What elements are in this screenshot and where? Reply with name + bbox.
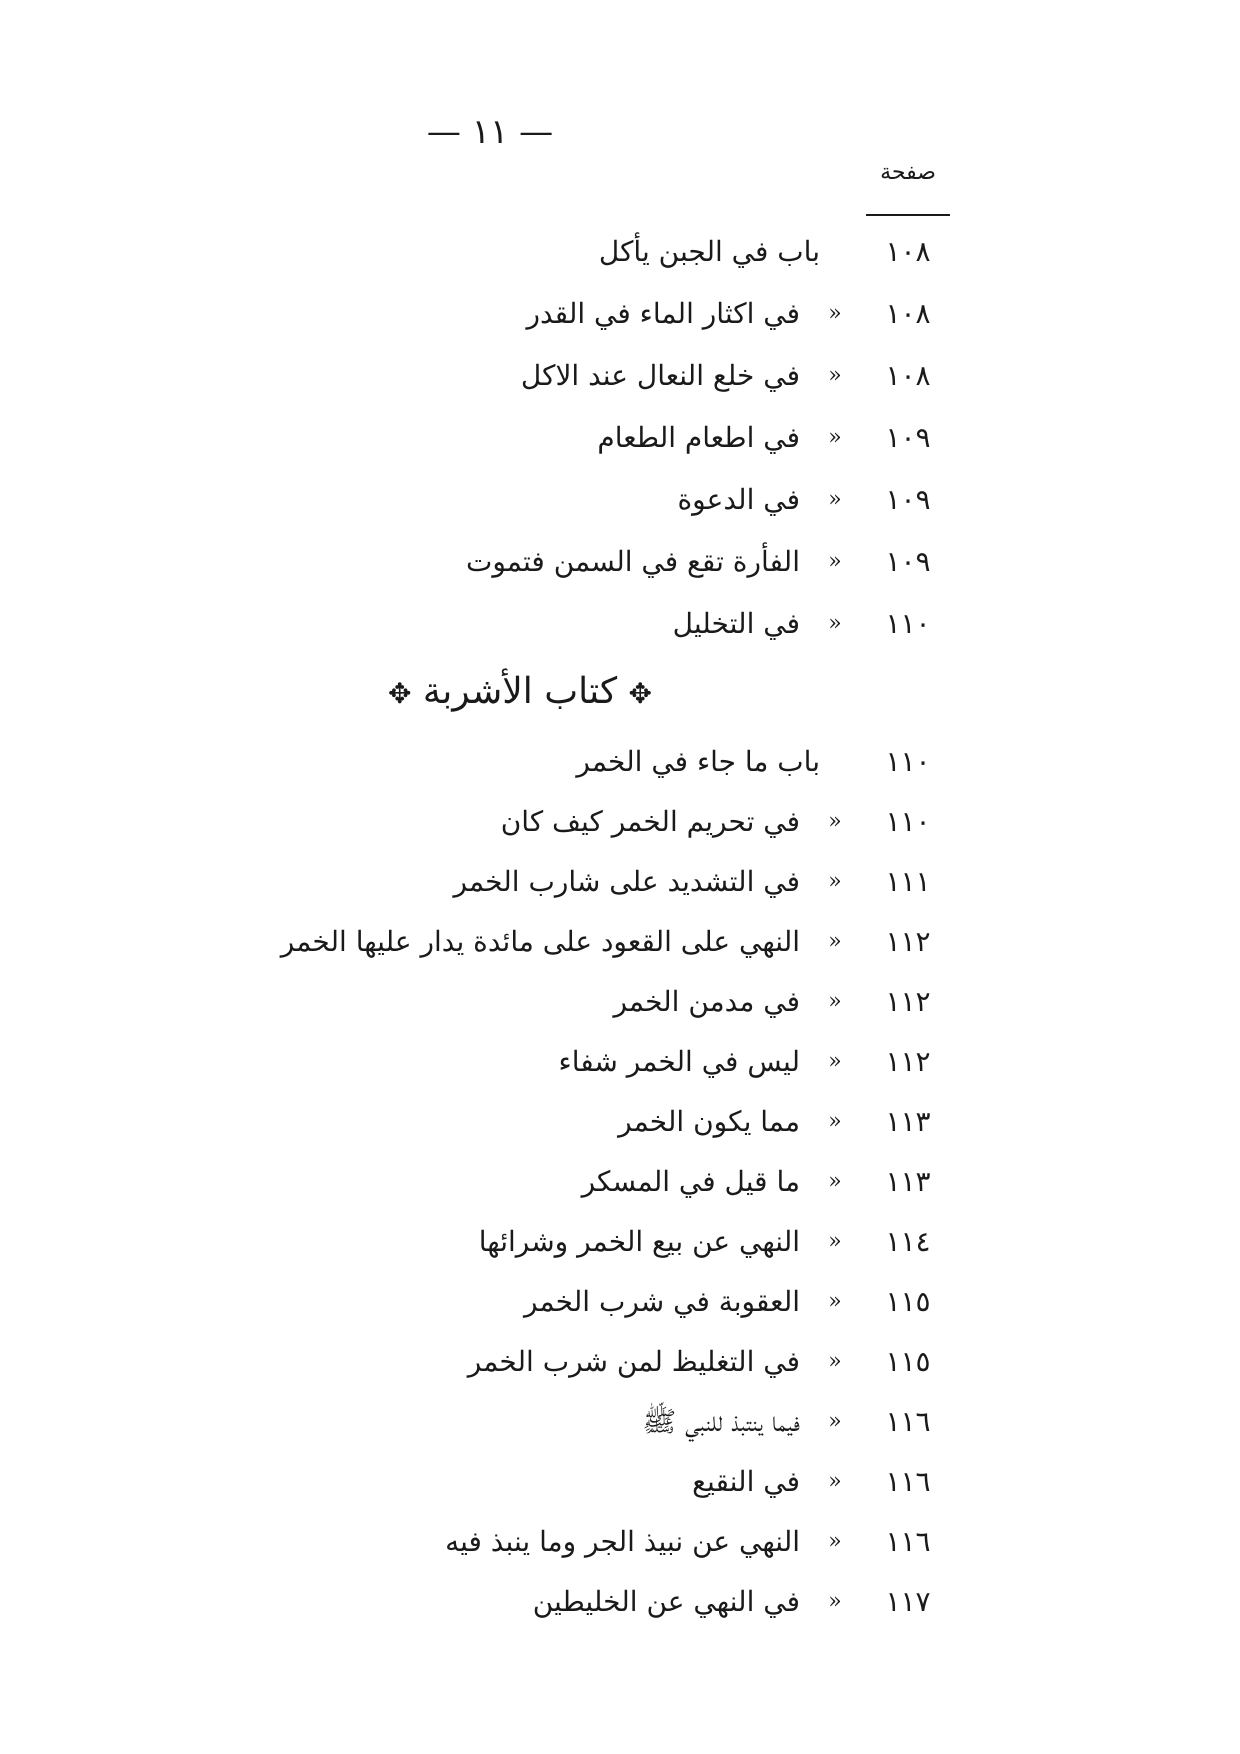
index-entry [260,1274,950,1330]
entry-title: في خلع النعال عند الاكل [520,359,800,392]
entry-page-number: ١١٤ [885,1225,931,1258]
entry-title: في التخليل [672,607,800,640]
entry-title: في الدعوة [677,483,800,516]
entry-title: النهي على القعود على مائدة يدار عليها الخمر [280,925,800,958]
index-entry [260,1094,950,1150]
index-entry [260,854,950,910]
index-entry [260,1334,950,1390]
ditto-mark: » [828,1049,842,1074]
entry-page-number: ١٠٩ [885,421,931,454]
index-entry [260,1454,950,1510]
index-entry [260,472,950,528]
index-entry [260,1214,950,1270]
entry-title: الفأرة تقع في السمن فتموت [465,545,800,578]
index-entry [260,1574,950,1630]
index-entry [260,1154,950,1210]
index-entry [260,1514,950,1570]
column-label-underline [866,214,950,216]
entry-page-number: ١١٣ [885,1165,931,1198]
index-entry [260,794,950,850]
ditto-mark: » [828,363,842,388]
entry-title: ما قيل في المسكر [581,1165,800,1198]
entry-title: في التشديد على شارب الخمر [453,865,800,898]
entry-title: العقوبة في شرب الخمر [524,1285,800,1318]
entry-page-number: ١١٠ [885,607,931,640]
entry-page-number: ١١٣ [885,1105,931,1138]
ditto-mark: » [828,301,842,326]
index-entry [260,534,950,590]
entry-page-number: ١١٢ [885,985,931,1018]
index-entry [260,1394,950,1450]
entry-page-number: ١١٦ [885,1525,931,1558]
index-entry [260,286,950,342]
ornament-right-icon: ✥ [628,677,653,710]
entry-title: فيما ينتبذ للنبي ﷺ [642,1405,800,1438]
ditto-mark: » [828,1469,842,1494]
entry-page-number: ١٠٩ [885,545,931,578]
page-number: — ١١ — [426,112,554,152]
entry-title: في التغليظ لمن شرب الخمر [467,1345,800,1378]
section-heading-text: كتاب الأشربة [422,671,618,712]
entry-page-number: ١١٦ [885,1465,931,1498]
entry-page-number: ١١٦ [885,1405,931,1438]
entry-page-number: ١٠٩ [885,483,931,516]
index-entry [260,974,950,1030]
ditto-mark: » [828,929,842,954]
ditto-mark: » [828,425,842,450]
entry-title: في اطعام الطعام [597,421,800,454]
entry-title: ليس في الخمر شفاء [558,1045,800,1078]
ditto-mark: » [828,989,842,1014]
index-entry [260,596,950,652]
ditto-mark: » [828,1289,842,1314]
entry-page-number: ١١١ [885,865,931,898]
ditto-mark: » [828,1529,842,1554]
ditto-mark: » [828,611,842,636]
entry-title: باب في الجبن يأكل [598,235,820,268]
entry-page-number: ١٠٨ [885,359,931,392]
ditto-mark: » [828,1109,842,1134]
entry-title: في النقيع [692,1465,800,1498]
index-entry [260,410,950,466]
entry-page-number: ١١٠ [885,745,931,778]
entry-title: في النهي عن الخليطين [532,1585,800,1618]
ditto-mark: » [828,809,842,834]
entry-page-number: ١١٧ [885,1585,931,1618]
entry-page-number: ١١٢ [885,1045,931,1078]
index-entry [260,224,950,280]
ditto-mark: » [828,869,842,894]
entry-title: في تحريم الخمر كيف كان [500,805,800,838]
ditto-mark: » [828,1169,842,1194]
entry-title: النهي عن بيع الخمر وشرائها [478,1225,800,1258]
entry-page-number: ١١٥ [885,1345,931,1378]
entry-title: في اكثار الماء في القدر [526,297,800,330]
ornament-left-icon: ✥ [387,677,412,710]
index-entry [260,734,950,790]
section-heading [280,660,760,724]
index-entry [260,348,950,404]
ditto-mark: » [828,1349,842,1374]
index-entry [260,1034,950,1090]
index-entry [260,914,950,970]
entry-page-number: ١٠٨ [885,235,931,268]
page-column-label: صفحة [880,160,936,185]
ditto-mark: » [828,1409,842,1434]
entry-title: في مدمن الخمر [613,985,800,1018]
entry-title: مما يكون الخمر [618,1105,800,1138]
entry-page-number: ١١٠ [885,805,931,838]
entry-title: النهي عن نبيذ الجر وما ينبذ فيه [445,1525,800,1558]
entry-page-number: ١١٢ [885,925,931,958]
entry-title: باب ما جاء في الخمر [576,745,820,778]
entry-page-number: ١١٥ [885,1285,931,1318]
ditto-mark: » [828,549,842,574]
ditto-mark: » [828,487,842,512]
ditto-mark: » [828,1589,842,1614]
ditto-mark: » [828,1229,842,1254]
entry-page-number: ١٠٨ [885,297,931,330]
